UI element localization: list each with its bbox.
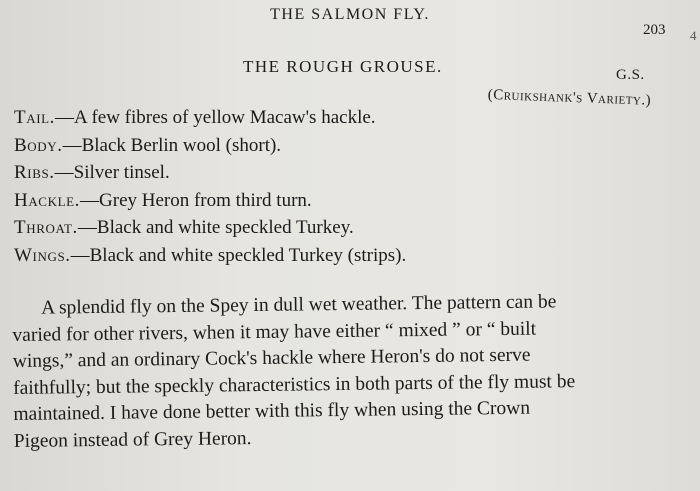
- fly-title: THE ROUGH GROUSE.: [243, 57, 443, 76]
- dressing-tail: [14, 104, 406, 132]
- dressing-text: —Silver tinsel.: [54, 162, 170, 183]
- dressing-label: Hackle.: [14, 189, 81, 211]
- dressing-text: —Grey Heron from third turn.: [80, 189, 312, 211]
- dressing-label: Tail.: [14, 107, 56, 128]
- dressing-hackle: [14, 187, 406, 215]
- page-number: 203: [643, 22, 666, 38]
- description-line: wings,” and an ordinary Cock's hackle where Heron's do not serve: [12, 344, 531, 372]
- fly-variety: (Cruikshank's Variety.): [487, 87, 652, 109]
- dressing-body: [14, 132, 406, 160]
- dressing-text: —A few fibres of yellow Macaw's hackle.: [55, 107, 376, 128]
- dressing-text: —Black and white speckled Turkey.: [77, 217, 354, 238]
- dressing-label: Wings.: [14, 244, 71, 266]
- dressing-wings: [14, 242, 406, 270]
- dressing-label: Ribs.: [14, 162, 55, 183]
- description-paragraph: [12, 288, 690, 455]
- dressing-label: Body.: [14, 134, 63, 156]
- running-head: THE SALMON FLY.: [270, 6, 430, 23]
- description-line: maintained. I have done better with this fly when using the Crown: [13, 397, 531, 425]
- edge-mark: 4: [690, 28, 697, 43]
- description-line: A splendid fly on the Spey in dull wet weather. The pattern can be: [41, 291, 557, 319]
- description-line: varied for other rivers, when it may have either “ mixed ” or “ built: [12, 318, 537, 346]
- description-line: Pigeon instead of Grey Heron.: [13, 427, 252, 452]
- dressing-text: —Black and white speckled Turkey (strips).: [70, 244, 407, 266]
- description-line: faithfully; but the speckly characteristics in both parts of the fly must be: [12, 370, 576, 399]
- dressing-list: [14, 104, 406, 269]
- dressing-label: Throat.: [14, 217, 78, 238]
- dressing-ribs: [14, 159, 406, 187]
- dressing-throat: [14, 214, 406, 242]
- fly-code: G.S.: [616, 67, 645, 83]
- dressing-text: —Black Berlin wool (short).: [62, 134, 282, 156]
